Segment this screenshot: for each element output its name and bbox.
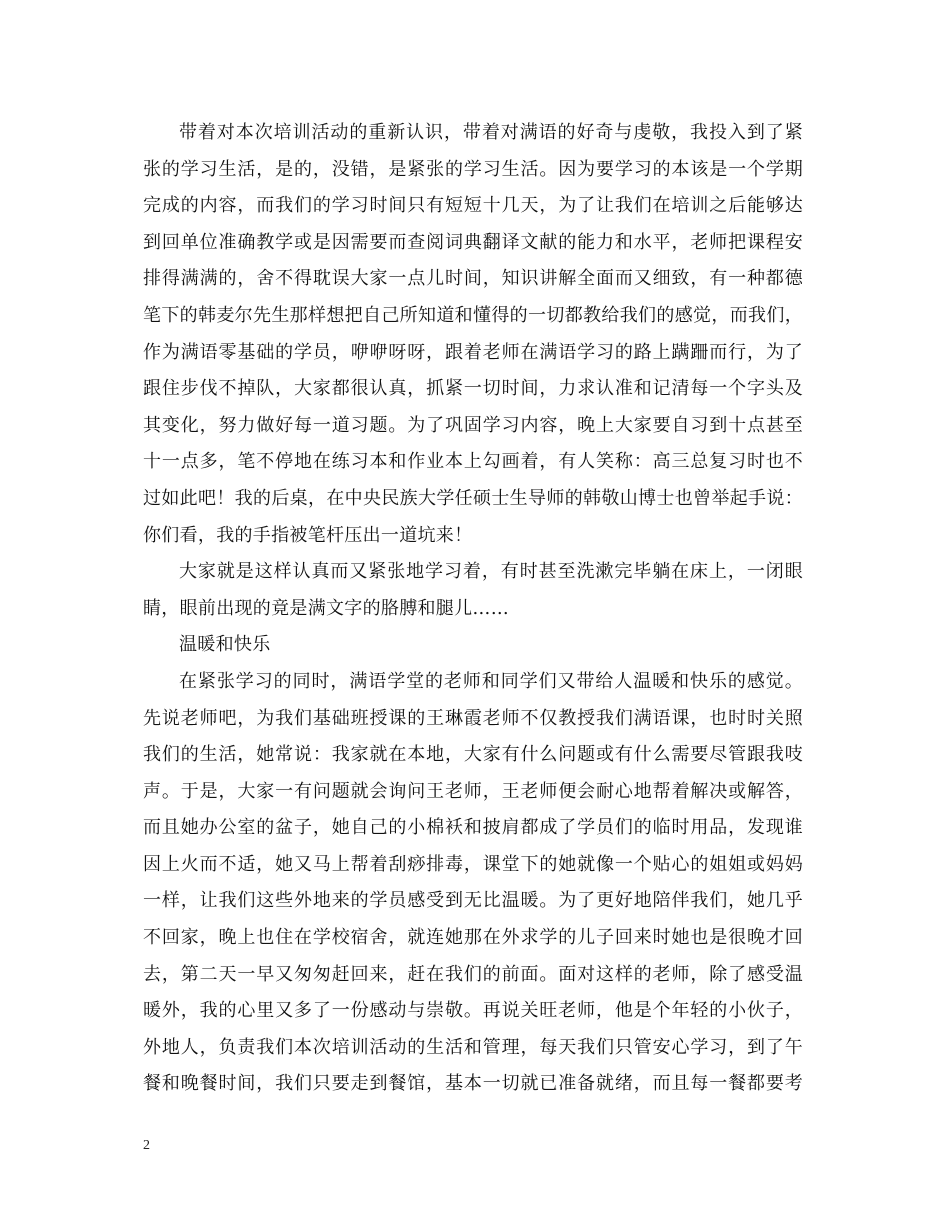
text-line: 你们看，我的手指被笔杆压出一道坑来！ <box>143 524 473 546</box>
text-line: 外地人，负责我们本次培训活动的生活和管理，每天我们只管安心学习，到了午 <box>143 1036 803 1058</box>
text-line: 到回单位准确教学或是因需要而查阅词典翻译文献的能力和水平，老师把课程安 <box>143 231 803 253</box>
text-line: 先说老师吧，为我们基础班授课的王琳霞老师不仅教授我们满语课，也时时关照 <box>143 707 803 729</box>
text-line: 大家就是这样认真而又紧张地学习着，有时甚至洗漱完毕躺在床上，一闭眼 <box>179 561 803 583</box>
text-line: 不回家，晚上也住在学校宿舍，就连她那在外求学的儿子回来时她也是很晚才回 <box>143 927 803 949</box>
text-line: 一样，让我们这些外地来的学员感受到无比温暖。为了更好地陪伴我们，她几乎 <box>143 890 803 912</box>
text-line: 我们的生活，她常说：我家就在本地，大家有什么问题或有什么需要尽管跟我吱 <box>143 744 803 766</box>
text-line: 排得满满的，舍不得耽误大家一点儿时间，知识讲解全面而又细致，有一种都德 <box>143 268 803 290</box>
text-line: 十一点多，笔不停地在练习本和作业本上勾画着，有人笑称：高三总复习时也不 <box>143 451 803 473</box>
text-line: 其变化，努力做好每一道习题。为了巩固学习内容，晚上大家要自习到十点甚至 <box>143 414 803 436</box>
text-line: 餐和晚餐时间，我们只要走到餐馆，基本一切就已准备就绪，而且每一餐都要考 <box>143 1073 803 1095</box>
text-line: 声。于是，大家一有问题就会询问王老师，王老师便会耐心地帮着解决或解答， <box>143 780 803 802</box>
text-line: 完成的内容，而我们的学习时间只有短短十几天，为了让我们在培训之后能够达 <box>143 195 803 217</box>
text-line: 睛，眼前出现的竟是满文字的胳膊和腿儿…… <box>143 597 509 619</box>
text-line: 在紧张学习的同时，满语学堂的老师和同学们又带给人温暖和快乐的感觉。 <box>179 670 803 692</box>
text-line: 作为满语零基础的学员，咿咿呀呀，跟着老师在满语学习的路上蹒跚而行，为了 <box>143 341 803 363</box>
text-line: 去，第二天一早又匆匆赶回来，赶在我们的前面。面对这样的老师，除了感受温 <box>143 963 803 985</box>
text-line: 带着对本次培训活动的重新认识，带着对满语的好奇与虔敬，我投入到了紧 <box>179 122 803 143</box>
text-line: 暖外，我的心里又多了一份感动与崇敬。再说关旺老师，他是个年轻的小伙子， <box>143 1000 803 1022</box>
section-heading: 温暖和快乐 <box>179 634 271 656</box>
page-number: 2 <box>143 1138 150 1153</box>
text-line: 而且她办公室的盆子，她自己的小棉袄和披肩都成了学员们的临时用品，发现谁 <box>143 817 803 839</box>
text-line: 因上火而不适，她又马上帮着刮痧排毒，课堂下的她就像一个贴心的姐姐或妈妈 <box>143 853 803 875</box>
body-text <box>143 115 803 1103</box>
text-line: 笔下的韩麦尔先生那样想把自己所知道和懂得的一切都教给我们的感觉，而我们， <box>143 304 803 326</box>
text-line: 张的学习生活，是的，没错，是紧张的学习生活。因为要学习的本该是一个学期 <box>143 158 803 180</box>
text-line: 过如此吧！我的后桌，在中央民族大学任硕士生导师的韩敬山博士也曾举起手说： <box>143 487 803 509</box>
text-line: 跟住步伐不掉队，大家都很认真，抓紧一切时间，力求认准和记清每一个字头及 <box>143 378 803 400</box>
